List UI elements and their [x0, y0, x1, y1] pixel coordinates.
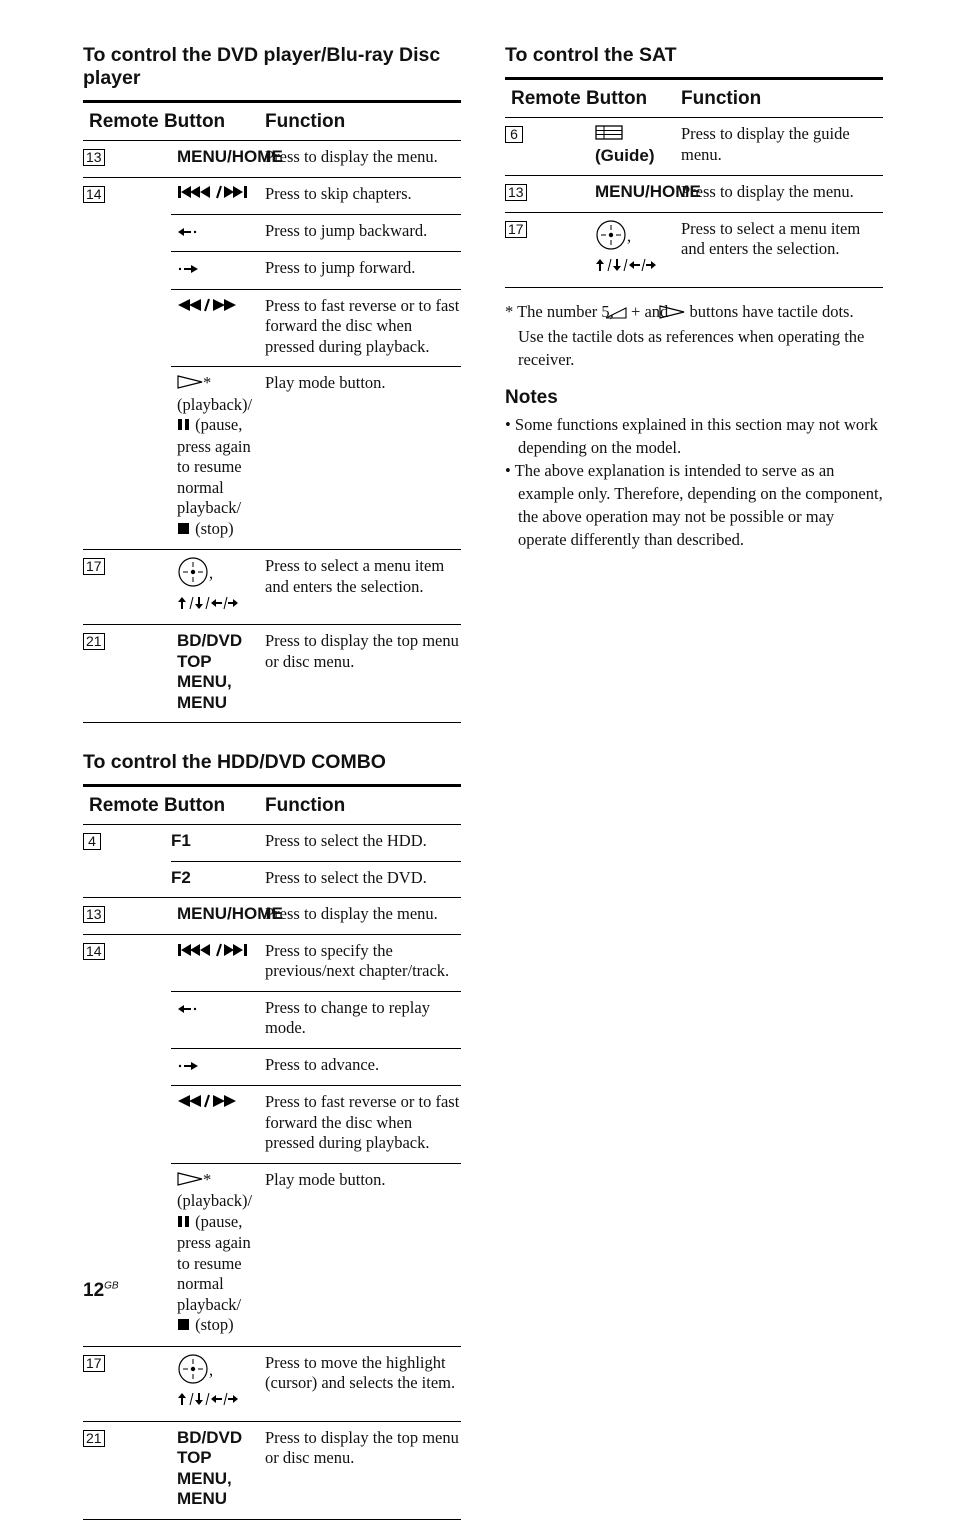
button-label: MENU/HOME: [177, 147, 283, 166]
stop-label: (stop): [195, 1315, 234, 1335]
list-item: • The above explanation is intended to serve as an example only. Therefore, depending on the component, the above operation may not be possible or may operate differently than described.: [505, 460, 883, 549]
arrow-keys-icon: [177, 595, 239, 616]
button-label: (Guide): [595, 145, 655, 165]
pause-icon: [177, 416, 191, 437]
list-item: • Some functions explained in this section may not work depending on the model.: [505, 414, 878, 457]
rewind-fastforward-icon: [177, 297, 243, 318]
comma: ,: [209, 1360, 214, 1380]
table-row: [83, 1163, 461, 1346]
playback-label: * (playback)/: [177, 373, 253, 414]
button-number: 14: [83, 186, 105, 203]
function-text: Press to move the highlight (cursor) and selects the item.: [259, 1346, 461, 1421]
guide-icon: [595, 124, 623, 146]
table-row: [83, 214, 461, 251]
prev-next-icon: [177, 184, 253, 205]
rewind-fastforward-icon: [177, 1093, 243, 1114]
left-column: [83, 44, 461, 1520]
function-text: Press to display the menu.: [675, 176, 883, 213]
footnote-part-a: * The number 5,: [505, 301, 614, 321]
button-number: 17: [83, 558, 105, 575]
pause-label: (pause, press again to resume normal playback/: [177, 1211, 251, 1314]
footnote-part-c: buttons have tactile dots. Use the tactile dots as references when operating the receiver.: [518, 301, 865, 369]
table-row: [83, 898, 461, 935]
pause-icon: [177, 1213, 191, 1234]
function-text: Press to specify the previous/next chapter/track.: [259, 934, 461, 991]
function-text: Press to display the menu.: [259, 141, 461, 178]
button-label: F2: [171, 867, 191, 887]
function-text: Press to select a menu item and enters the selection.: [675, 212, 883, 287]
table-row: [83, 1048, 461, 1085]
button-number: 4: [83, 833, 101, 850]
play-icon: [672, 302, 685, 325]
dvd-section-title: To control the DVD player/Blu-ray Disc player: [83, 44, 441, 89]
stop-label: (stop): [195, 518, 234, 538]
jump-forward-icon: [177, 259, 199, 280]
button-number: 17: [505, 221, 527, 238]
table-row: [83, 934, 461, 991]
notes-title: Notes: [505, 386, 558, 408]
comma: ,: [627, 226, 632, 246]
enter-circle-icon: [177, 1353, 209, 1391]
table-row: [83, 825, 461, 862]
note-text: The above explanation is intended to serve as an example only. Therefore, depending on the component, the above operation may not be possible or may operate differently than described.: [514, 460, 883, 549]
function-text: Press to select the DVD.: [259, 861, 461, 898]
col-header-remote-button: Remote Button: [505, 79, 675, 118]
table-row: [83, 367, 461, 550]
sat-table: [505, 77, 883, 288]
button-number: 21: [83, 633, 105, 650]
enter-circle-icon: [595, 219, 627, 257]
table-row: [505, 176, 883, 213]
button-number: 6: [505, 126, 523, 143]
sat-table-header: [505, 79, 883, 118]
button-label: F1: [171, 831, 191, 851]
table-row: [83, 177, 461, 214]
right-column: [505, 44, 883, 551]
function-text: Press to change to replay mode.: [259, 991, 461, 1048]
button-label: MENU/HOME: [595, 182, 701, 202]
table-row: [505, 118, 883, 176]
table-row: [83, 252, 461, 289]
table-row: [83, 141, 461, 178]
function-text: Press to advance.: [259, 1048, 461, 1085]
col-header-function: Function: [259, 102, 461, 141]
table-row: [83, 991, 461, 1048]
jump-forward-icon: [177, 1056, 199, 1077]
footnote: [505, 300, 883, 371]
prev-next-icon: [177, 942, 253, 963]
arrow-keys-icon: [595, 257, 657, 278]
function-text: Press to display the guide menu.: [675, 118, 883, 176]
table-row: [505, 212, 883, 287]
table-row: [83, 289, 461, 367]
function-text: Press to select a menu item and enters the selection.: [259, 550, 461, 625]
function-text: Press to fast reverse or to fast forward the disc when pressed during playback.: [259, 289, 461, 367]
table-row: [83, 1346, 461, 1421]
jump-back-icon: [177, 999, 199, 1020]
function-text: Press to display the top menu or disc menu.: [259, 625, 461, 723]
page-number-value: 12: [83, 1280, 105, 1301]
function-text: Press to display the menu.: [259, 898, 461, 935]
dvd-table-header: [83, 102, 461, 141]
table-row: [83, 1086, 461, 1164]
function-text: Press to jump backward.: [259, 214, 461, 251]
hdd-table: [83, 784, 461, 1519]
pause-label: (pause, press again to resume normal playback/: [177, 415, 251, 518]
note-text: Some functions explained in this section may not work depending on the model.: [514, 414, 878, 457]
function-text: Press to display the top menu or disc menu.: [259, 1421, 461, 1519]
hdd-table-header: [83, 786, 461, 825]
col-header-function: Function: [259, 786, 461, 825]
function-text: Press to select the HDD.: [259, 825, 461, 862]
arrow-keys-icon: [177, 1391, 239, 1412]
play-icon: [177, 374, 203, 395]
hdd-section-title: To control the HDD/DVD COMBO: [83, 751, 386, 774]
comma: ,: [209, 563, 214, 583]
button-label: BD/DVD TOP MENU, MENU: [177, 1427, 243, 1509]
table-row: [83, 1421, 461, 1519]
button-number: 13: [83, 906, 105, 923]
button-label: MENU/HOME: [177, 904, 283, 924]
table-row: [83, 550, 461, 625]
playback-label: * (playback)/: [177, 1169, 253, 1211]
sat-section-title: To control the SAT: [505, 44, 677, 66]
volume-triangle-icon: [618, 302, 627, 325]
play-icon: [177, 1171, 203, 1192]
footnote-part-b: + and: [631, 301, 669, 321]
col-header-function: Function: [675, 79, 883, 118]
function-text: Press to jump forward.: [259, 252, 461, 289]
jump-back-icon: [177, 222, 199, 243]
function-text: Play mode button.: [259, 367, 461, 550]
page-number: [83, 1280, 119, 1302]
button-number: 17: [83, 1355, 105, 1372]
stop-icon: [177, 520, 191, 541]
button-number: 13: [83, 149, 105, 166]
notes-list: [505, 413, 883, 551]
dvd-table: [83, 100, 461, 723]
button-number: 14: [83, 943, 105, 960]
enter-circle-icon: [177, 556, 209, 594]
stop-icon: [177, 1316, 191, 1337]
col-header-remote-button: Remote Button: [83, 102, 259, 141]
function-text: Press to fast reverse or to fast forward the disc when pressed during playback.: [259, 1086, 461, 1164]
function-text: Press to skip chapters.: [259, 177, 461, 214]
table-row: [83, 625, 461, 723]
button-label: BD/DVD TOP MENU, MENU: [177, 631, 243, 712]
button-number: 13: [505, 184, 527, 201]
function-text: Play mode button.: [259, 1163, 461, 1346]
page-number-suffix: GB: [104, 1280, 119, 1292]
col-header-remote-button: Remote Button: [83, 786, 259, 825]
table-row: [83, 861, 461, 898]
button-number: 21: [83, 1430, 105, 1447]
